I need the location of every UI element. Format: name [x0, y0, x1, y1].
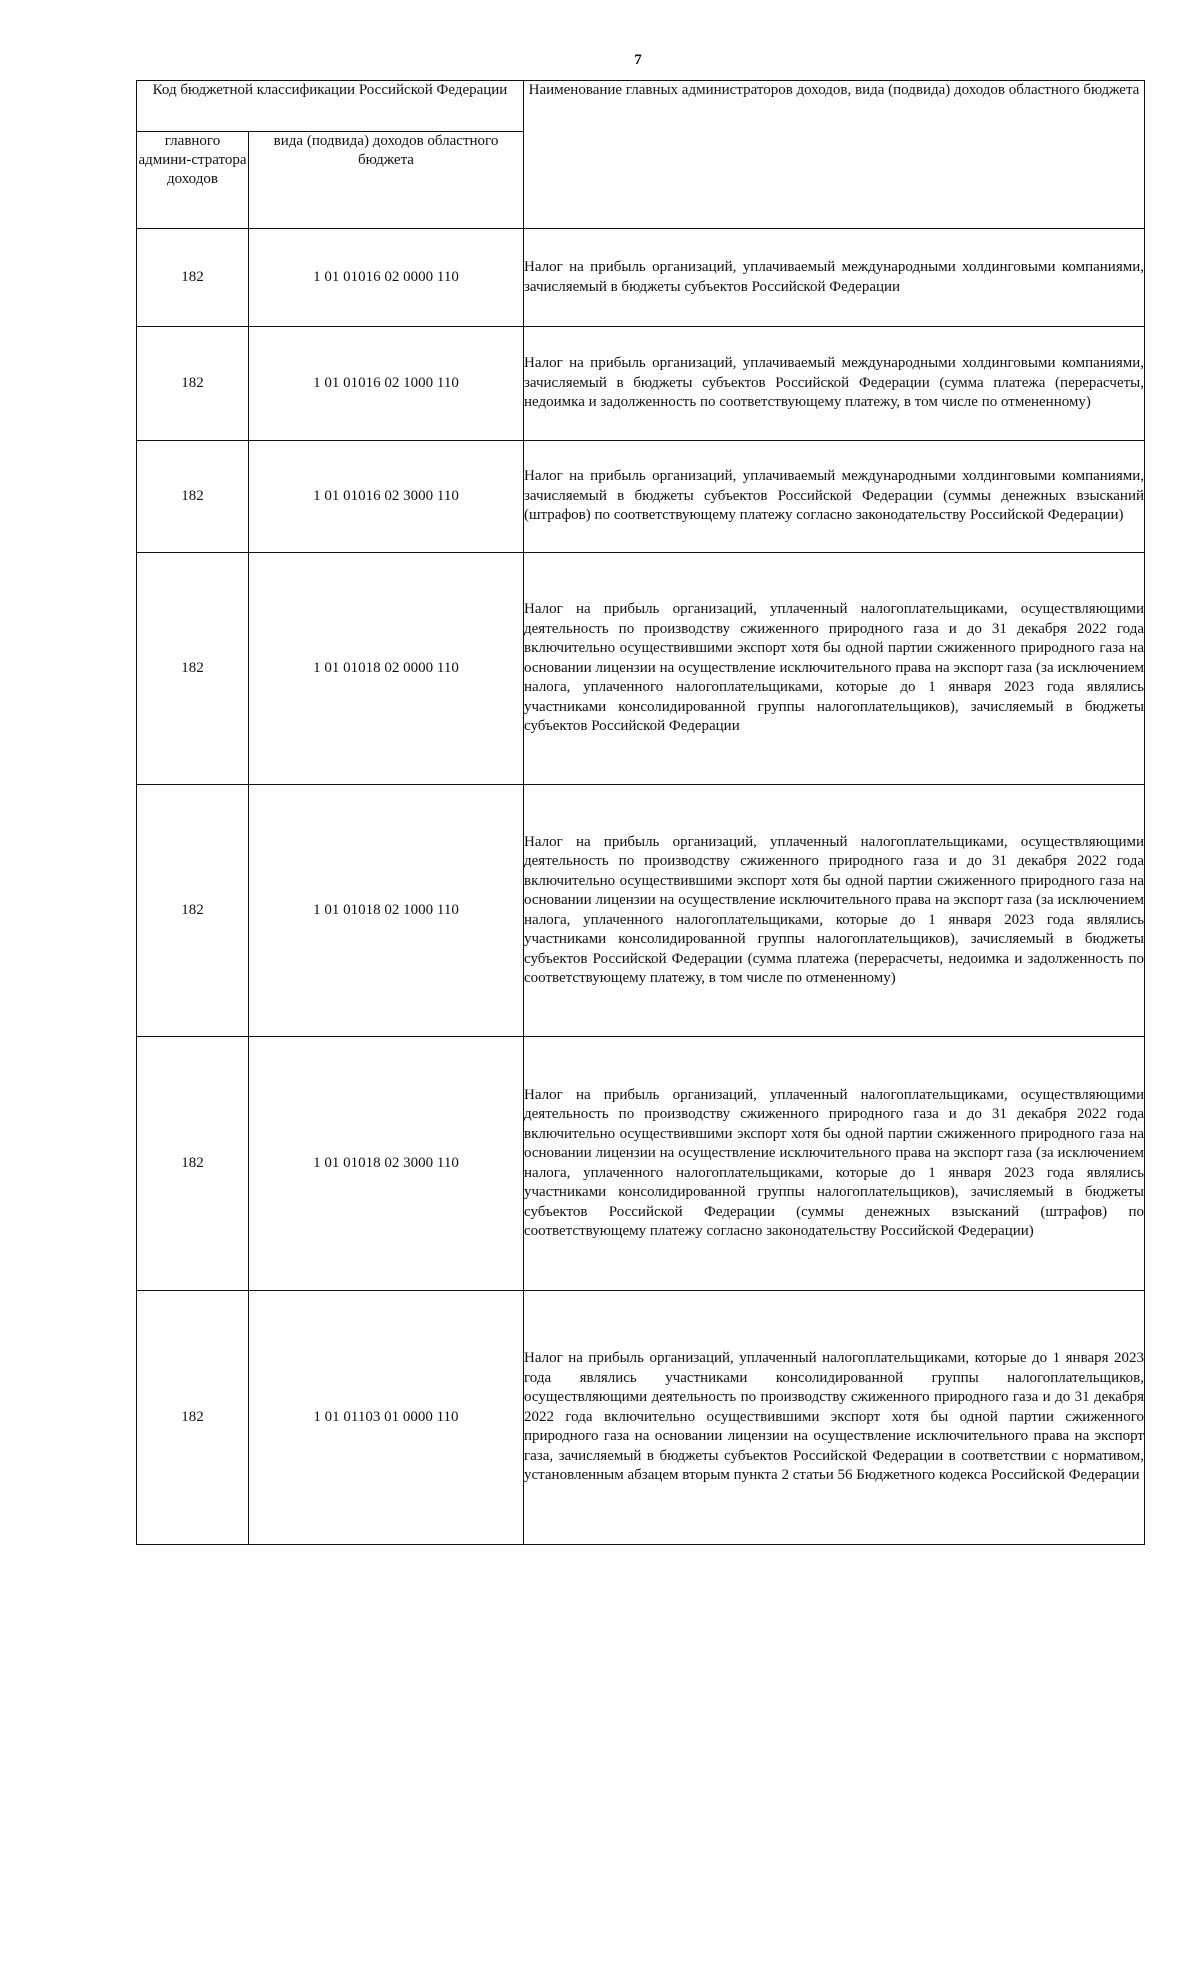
table-row [137, 785, 1145, 1037]
admin-code-cell: 182 [137, 229, 249, 327]
admin-code-cell: 182 [137, 441, 249, 553]
header-admin-column: главного админи-стратора доходов [137, 132, 249, 229]
admin-code-cell: 182 [137, 1291, 249, 1545]
income-code-cell: 1 01 01018 02 3000 110 [249, 1037, 524, 1291]
table-row [137, 229, 1145, 327]
income-code-cell: 1 01 01103 01 0000 110 [249, 1291, 524, 1545]
income-description-cell: Налог на прибыль организаций, уплаченный налогоплательщиками, которые до 1 января 2023 года являлись участниками консолидированной группы налогоплательщиков, осуществляющими деятельность по производству сжиженного природного газа и до 31 декабря 2022 года включительно осуществившими экспорт хотя бы одной партии сжиженного природного газа на основании лицензии на осуществление исключительного права на экспорт газа, зачисляемый в бюджеты субъектов Российской Федерации в соответствии с нормативом, установленным абзацем вторым пункта 2 статьи 56 Бюджетного кодекса Российской Федерации [524, 1291, 1145, 1545]
admin-code-cell: 182 [137, 1037, 249, 1291]
header-budget-code-group: Код бюджетной классификации Российской Федерации [137, 81, 524, 132]
income-description-cell: Налог на прибыль организаций, уплаченный налогоплательщиками, осуществляющими деятельность по производству сжиженного природного газа и до 31 декабря 2022 года включительно осуществившими экспорт хотя бы одной партии сжиженного природного газа на основании лицензии на осуществление исключительного права на экспорт газа (за исключением налога, уплаченного налогоплательщиками, которые до 1 января 2023 года являлись участниками консолидированной группы налогоплательщиков), зачисляемый в бюджеты субъектов Российской Федерации (суммы денежных взысканий (штрафов) по соответствующему платежу согласно законодательству Российской Федерации) [524, 1037, 1145, 1291]
income-description-cell: Налог на прибыль организаций, уплачиваемый международными холдинговыми компаниями, зачисляемый в бюджеты субъектов Российской Федерации (сумма платежа (перерасчеты, недоимка и задолженность по соответствующему платежу, в том числе по отмененному) [524, 327, 1145, 441]
table-row [137, 1291, 1145, 1545]
header-name-column: Наименование главных администраторов доходов, вида (подвида) доходов областного бюджета [524, 81, 1145, 229]
income-description-cell: Налог на прибыль организаций, уплачиваемый международными холдинговыми компаниями, зачисляемый в бюджеты субъектов Российской Федерации [524, 229, 1145, 327]
income-code-cell: 1 01 01016 02 3000 110 [249, 441, 524, 553]
income-code-cell: 1 01 01016 02 1000 110 [249, 327, 524, 441]
table-row [137, 1037, 1145, 1291]
income-code-cell: 1 01 01016 02 0000 110 [249, 229, 524, 327]
table-row [137, 441, 1145, 553]
table-header-row [137, 81, 1145, 132]
page-number: 7 [634, 52, 642, 68]
income-description-cell: Налог на прибыль организаций, уплаченный налогоплательщиками, осуществляющими деятельность по производству сжиженного природного газа и до 31 декабря 2022 года включительно осуществившими экспорт хотя бы одной партии сжиженного природного газа на основании лицензии на осуществление исключительного права на экспорт газа (за исключением налога, уплаченного налогоплательщиками, которые до 1 января 2023 года являлись участниками консолидированной группы налогоплательщиков), зачисляемый в бюджеты субъектов Российской Федерации (сумма платежа (перерасчеты, недоимка и задолженность по соответствующему платежу, в том числе по отмененному) [524, 785, 1145, 1037]
admin-code-cell: 182 [137, 327, 249, 441]
income-description-cell: Налог на прибыль организаций, уплаченный налогоплательщиками, осуществляющими деятельность по производству сжиженного природного газа и до 31 декабря 2022 года включительно осуществившими экспорт хотя бы одной партии сжиженного природного газа на основании лицензии на осуществление исключительного права на экспорт газа (за исключением налога, уплаченного налогоплательщиками, которые до 1 января 2023 года являлись участниками консолидированной группы налогоплательщиков), зачисляемый в бюджеты субъектов Российской Федерации [524, 553, 1145, 785]
income-code-cell: 1 01 01018 02 0000 110 [249, 553, 524, 785]
budget-classification-table [136, 80, 1145, 1545]
income-description-cell: Налог на прибыль организаций, уплачиваемый международными холдинговыми компаниями, зачисляемый в бюджеты субъектов Российской Федерации (суммы денежных взысканий (штрафов) по соответствующему платежу согласно законодательству Российской Федерации) [524, 441, 1145, 553]
admin-code-cell: 182 [137, 785, 249, 1037]
table-row [137, 327, 1145, 441]
income-code-cell: 1 01 01018 02 1000 110 [249, 785, 524, 1037]
header-income-code-column: вида (подвида) доходов областного бюджета [249, 132, 524, 229]
table-row [137, 553, 1145, 785]
admin-code-cell: 182 [137, 553, 249, 785]
